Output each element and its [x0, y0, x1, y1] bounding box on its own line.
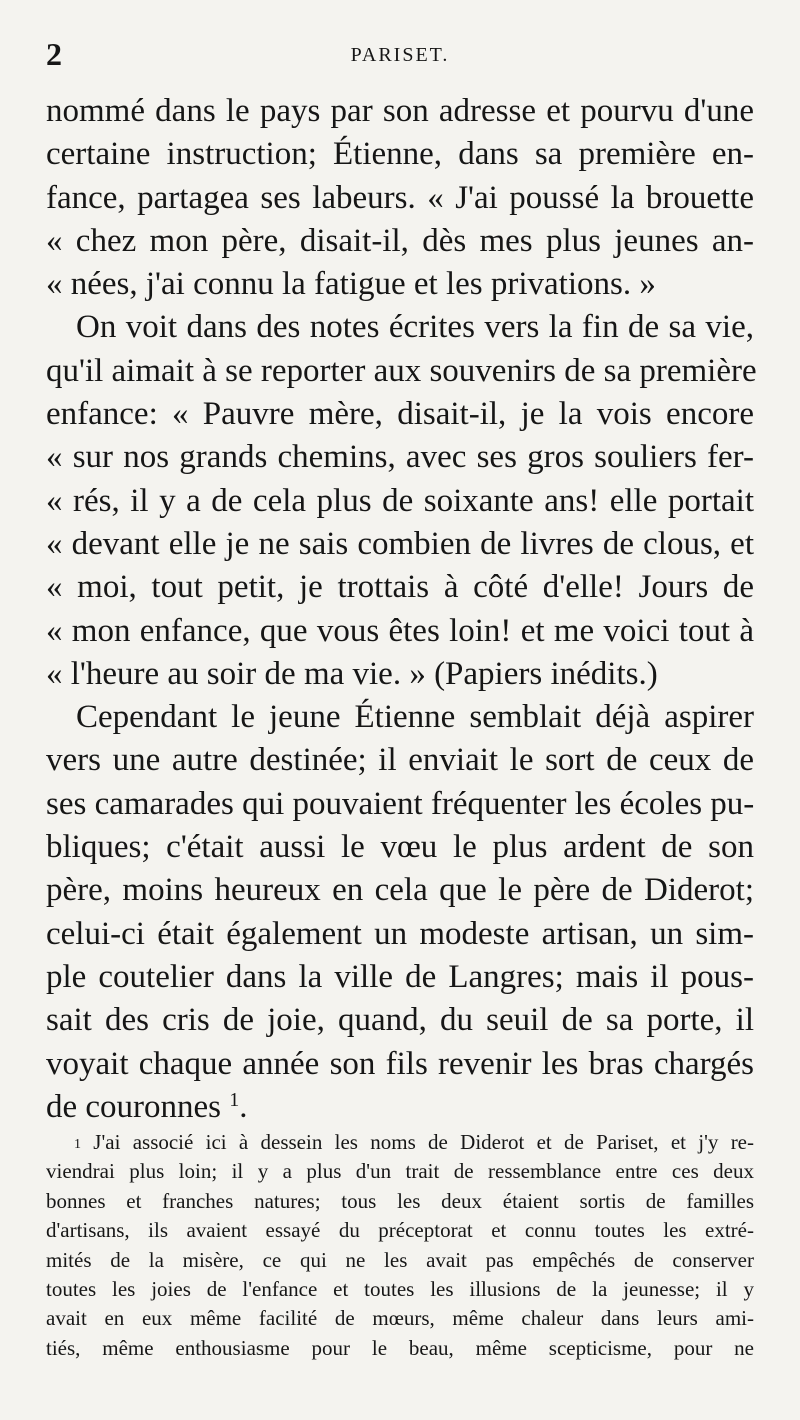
footnote-line: d'artisans, ils avaient essayé du préceptorat et connu toutes les extré- [46, 1218, 754, 1243]
body-text [46, 90, 757, 1129]
text-line-last [46, 1086, 754, 1129]
text-line: « devant elle je ne sais combien de livres de clous, et [46, 525, 754, 562]
footnote-line-text: J'ai associé ici à dessein les noms de Diderot et de Pariset, et j'y re- [93, 1130, 755, 1154]
footnote-line: bonnes et franches natures; tous les deux étaient sortis de familles [46, 1188, 754, 1213]
text-line: père, moins heureux en cela que le père de Diderot; [46, 872, 754, 909]
text-line: voyait chaque année son fils revenir les bras chargés [46, 1045, 754, 1082]
text-line: « chez mon père, disait-il, dès mes plus jeunes an- [46, 222, 754, 259]
footnote-reference[interactable]: 1 [229, 1088, 240, 1111]
footnote-line [46, 1128, 754, 1157]
footnote-line: toutes les joies de l'enfance et toutes les illusions de la jeunesse; il y [46, 1276, 754, 1301]
text-line: « moi, tout petit, je trottais à côté d'elle! Jours de [46, 569, 754, 606]
page-header [46, 36, 754, 76]
text-line: Cependant le jeune Étienne semblait déjà aspirer [76, 699, 754, 736]
running-head: PARISET. [350, 44, 450, 66]
page-number: 2 [46, 36, 62, 72]
text-line: sait des cris de joie, quand, du seuil de sa porte, il [46, 1002, 754, 1039]
footnote-marker: 1 [74, 1137, 81, 1152]
text-line: certaine instruction; Étienne, dans sa première en- [46, 136, 754, 173]
text-line: bliques; c'était aussi le vœu le plus ardent de son [46, 829, 754, 866]
text-line: ses camarades qui pouvaient fréquenter les écoles pu- [46, 785, 755, 822]
footnote-line: tiés, même enthousiasme pour le beau, même scepticisme, pour ne [46, 1335, 754, 1360]
footnote [46, 1128, 754, 1363]
footnote-line: avait en eux même facilité de mœurs, même chaleur dans leurs ami- [46, 1306, 754, 1331]
text-line: celui-ci était également un modeste artisan, un sim- [46, 915, 754, 952]
text-line: enfance: « Pauvre mère, disait-il, je la vois encore [46, 396, 754, 433]
text-line: qu'il aimait à se reporter aux souvenirs de sa première [46, 352, 757, 389]
text-line-content: de couronnes [46, 1088, 222, 1125]
text-line: vers une autre destinée; il enviait le sort de ceux de [46, 742, 754, 779]
text-line: ple coutelier dans la ville de Langres; mais il pous- [46, 958, 754, 995]
footnote-line: mités de la misère, ce qui ne les avait pas empêchés de conserver [46, 1247, 754, 1272]
footnote-reference-suffix: . [239, 1088, 248, 1125]
text-line: « rés, il y a de cela plus de soixante ans! elle portait [46, 482, 754, 519]
text-line: « mon enfance, que vous êtes loin! et me voici tout à [46, 612, 754, 649]
text-line: « sur nos grands chemins, avec ses gros souliers fer- [46, 439, 754, 476]
text-line: On voit dans des notes écrites vers la fin de sa vie, [76, 309, 754, 346]
text-line: « l'heure au soir de ma vie. » (Papiers inédits.) [46, 655, 658, 692]
text-line: fance, partagea ses labeurs. « J'ai poussé la brouette [46, 179, 754, 216]
footnote-line: viendrai plus loin; il y a plus d'un trait de ressemblance entre ces deux [46, 1159, 754, 1184]
text-line: « nées, j'ai connu la fatigue et les privations. » [46, 266, 656, 303]
text-line: nommé dans le pays par son adresse et pourvu d'une [46, 93, 754, 129]
